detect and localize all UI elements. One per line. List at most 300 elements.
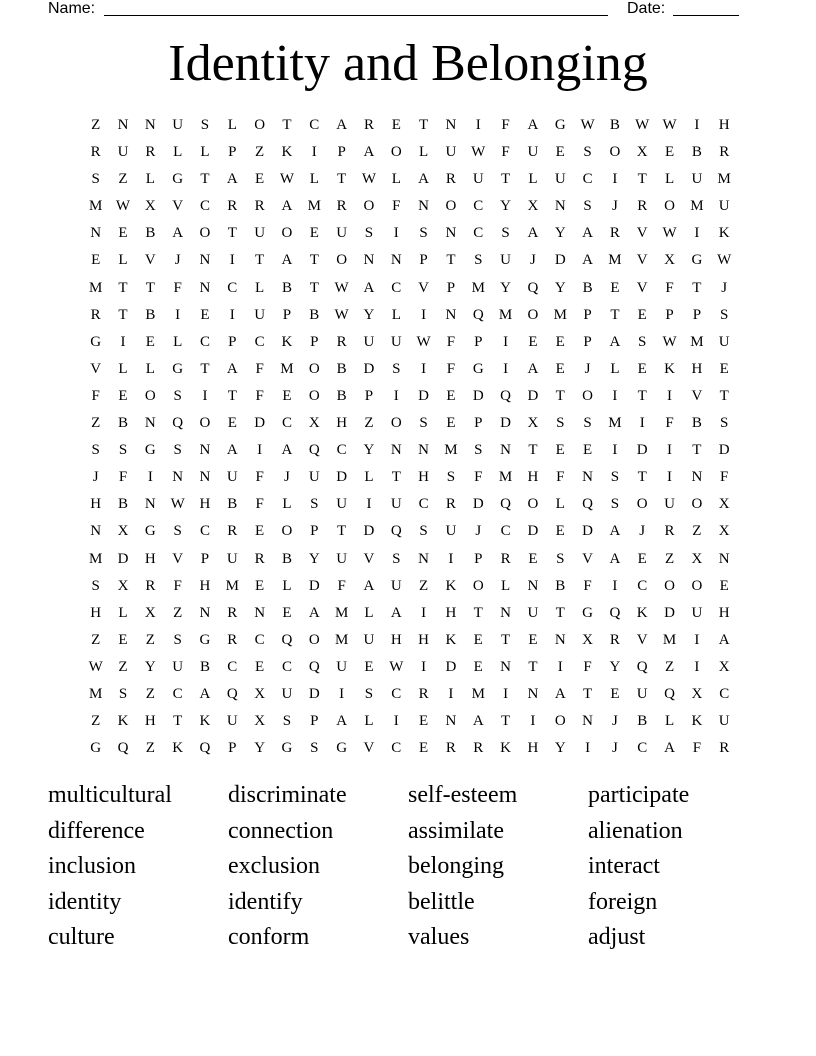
grid-letter: P [419,252,428,269]
grid-letter: T [282,117,292,133]
grid-letter: F [583,658,592,675]
grid-letter: L [282,577,292,594]
grid-letter: J [611,198,618,215]
grid-letter: I [147,469,153,486]
grid-letter: E [719,577,729,594]
grid-letter: O [281,225,293,242]
grid-letter: M [608,415,622,432]
grid-letter: G [90,333,102,350]
grid-letter: I [585,740,591,757]
grid-row [82,573,738,600]
grid-row [82,600,738,627]
grid-letter: N [199,252,211,269]
grid-letter: S [446,469,456,486]
grid-letter: V [636,279,648,296]
grid-row [82,708,738,735]
grid-letter: X [527,415,539,432]
grid-letter: E [555,360,565,377]
grid-letter: N [390,252,402,269]
grid-letter: O [281,523,293,540]
word-bank-item: conform [228,924,310,951]
grid-letter: Q [172,415,184,432]
grid-letter: S [310,496,319,513]
grid-letter: N [199,442,211,459]
grid-row [82,193,738,220]
grid-letter: Y [609,658,621,675]
grid-letter: M [88,685,103,702]
grid-row [82,518,738,545]
grid-letter: A [281,252,293,269]
grid-letter: P [228,144,237,161]
grid-letter: A [363,279,375,296]
grid-letter: N [172,469,184,486]
grid-letter: T [446,252,456,269]
grid-letter: D [336,469,348,486]
grid-letter: F [255,496,264,513]
grid-letter: U [336,225,348,242]
grid-letter: E [446,415,456,432]
grid-letter: P [474,550,483,567]
word-bank-item: self-esteem [408,782,518,808]
grid-letter: S [118,685,128,702]
grid-letter: O [336,252,348,269]
grid-letter: H [718,604,730,621]
grid-letter: C [582,171,593,188]
grid-letter: B [117,415,128,432]
grid-letter: E [446,387,456,404]
grid-letter: S [200,117,210,133]
grid-letter: Q [226,685,238,702]
grid-letter: I [120,333,126,350]
grid-row [82,112,738,139]
grid-letter: S [310,740,319,757]
name-blank [104,15,608,16]
grid-letter: L [118,252,128,269]
grid-letter: I [421,360,427,377]
grid-letter: F [583,577,592,594]
grid-letter: Y [144,658,156,675]
word-bank-item: foreign [588,888,658,915]
grid-letter: H [144,550,156,567]
grid-letter: O [308,631,320,648]
grid-letter: L [200,144,210,161]
grid-letter: I [639,415,645,432]
grid-letter: R [445,740,456,757]
grid-letter: T [255,252,265,269]
grid-letter: C [336,442,347,459]
grid-letter: K [691,713,703,730]
grid-letter: T [227,225,237,242]
word-bank-item: discriminate [228,782,347,808]
grid-letter: M [553,306,567,323]
grid-letter: E [664,144,675,161]
grid-letter: A [308,604,320,621]
grid-letter: Y [554,279,566,296]
grid-letter: W [662,225,677,242]
grid-letter: M [307,198,321,215]
grid-letter: I [202,387,208,404]
grid-letter: C [199,198,210,215]
grid-letter: R [637,198,648,215]
grid-letter: E [118,631,128,648]
grid-letter: T [391,469,401,486]
grid-letter: Q [472,306,484,323]
grid-row [82,546,738,573]
grid-letter: O [691,577,703,594]
grid-letter: C [199,333,210,350]
grid-letter: S [419,523,428,540]
grid-letter: A [527,360,539,377]
grid-letter: C [418,496,429,513]
grid-letter: J [92,469,99,486]
grid-letter: C [500,523,511,540]
grid-letter: R [90,144,101,161]
grid-letter: W [88,658,103,675]
grid-letter: R [145,577,156,594]
word-bank-item: multicultural [48,782,172,808]
grid-letter: B [555,577,566,594]
grid-letter: S [91,442,100,459]
grid-letter: T [473,604,483,621]
grid-letter: T [501,713,511,730]
grid-letter: K [199,713,211,730]
grid-letter: A [226,442,238,459]
grid-letter: R [609,225,620,242]
grid-letter: L [528,171,538,188]
grid-letter: E [528,631,538,648]
grid-letter: T [200,171,210,188]
grid-letter: V [636,252,648,269]
grid-letter: U [500,252,511,269]
grid-letter: Z [118,658,128,675]
grid-letter: N [418,550,430,567]
grid-letter: G [90,740,102,757]
grid-letter: G [144,523,156,540]
grid-letter: K [281,144,293,161]
grid-letter: L [145,360,155,377]
grid-letter: B [145,225,156,242]
grid-letter: Z [145,685,155,702]
grid-letter: B [227,496,238,513]
grid-letter: R [227,523,238,540]
grid-letter: I [694,225,700,242]
grid-letter: F [173,279,182,296]
grid-letter: G [554,117,566,133]
grid-letter: E [118,387,128,404]
grid-letter: T [173,713,183,730]
grid-letter: I [503,685,509,702]
grid-letter: G [172,171,184,188]
grid-letter: A [281,198,293,215]
grid-letter: A [281,442,293,459]
grid-letter: F [665,279,674,296]
word-bank-item: participate [588,782,690,808]
grid-letter: N [500,442,511,459]
grid-letter: H [445,604,457,621]
grid-letter: N [90,225,102,242]
grid-letter: G [582,604,593,621]
grid-letter: X [691,550,703,567]
page-title: Identity and Belonging [168,35,648,92]
grid-letter: X [718,658,730,675]
grid-letter: D [718,442,730,459]
grid-letter: N [199,279,211,296]
grid-letter: V [363,740,375,757]
grid-letter: N [445,117,457,133]
grid-letter: D [527,387,539,404]
grid-letter: I [393,387,399,404]
word-bank-item: culture [48,924,115,951]
grid-letter: O [472,577,484,594]
grid-letter: S [474,442,483,459]
grid-letter: U [254,306,266,323]
grid-letter: R [445,171,456,188]
grid-letter: C [227,279,238,296]
grid-letter: F [720,469,729,486]
grid-letter: I [612,442,618,459]
grid-letter: D [472,387,484,404]
grid-letter: S [474,252,483,269]
grid-letter: I [393,713,399,730]
grid-letter: I [694,658,700,675]
grid-letter: Y [500,279,511,296]
grid-letter: E [255,658,265,675]
grid-letter: D [363,360,375,377]
grid-letter: U [254,225,266,242]
grid-letter: I [421,306,427,323]
grid-letter: N [144,415,156,432]
grid-letter: N [691,469,703,486]
grid-letter: B [336,387,347,404]
grid-letter: Q [390,523,402,540]
grid-letter: G [691,252,703,269]
grid-letter: P [310,713,319,730]
grid-letter: E [118,225,128,242]
grid-letter: T [555,387,565,404]
grid-letter: P [474,333,483,350]
grid-letter: Z [364,415,374,432]
grid-letter: T [501,631,511,648]
grid-letter: H [691,360,703,377]
grid-letter: U [636,685,648,702]
grid-letter: J [611,740,618,757]
grid-letter: O [199,415,211,432]
grid-letter: L [664,171,675,188]
grid-letter: X [636,144,648,161]
grid-letter: W [662,333,677,350]
grid-letter: T [610,306,620,323]
grid-letter: E [555,523,565,540]
grid-letter: P [446,279,456,296]
grid-letter: E [637,360,647,377]
grid-letter: B [117,496,128,513]
grid-letter: T [555,604,565,621]
grid-letter: A [418,171,430,188]
grid-row [82,139,738,166]
grid-letter: H [199,496,211,513]
grid-letter: W [170,496,185,513]
grid-letter: X [691,685,703,702]
grid-letter: T [145,279,155,296]
grid-letter: E [145,333,155,350]
grid-letter: O [554,713,566,730]
grid-letter: T [637,469,647,486]
grid-letter: W [662,117,677,133]
grid-letter: L [419,144,429,161]
grid-letter: E [255,523,265,540]
grid-letter: X [117,577,129,594]
grid-letter: H [199,577,211,594]
grid-letter: X [144,604,156,621]
grid-letter: R [445,496,456,513]
grid-letter: J [529,252,536,269]
grid-letter: F [91,387,100,404]
grid-letter: U [172,117,184,133]
grid-letter: K [445,631,457,648]
grid-letter: M [690,198,704,215]
grid-letter: H [336,415,348,432]
grid-letter: G [281,740,293,757]
grid-letter: S [419,225,428,242]
grid-letter: S [364,225,374,242]
grid-letter: D [445,658,457,675]
grid-letter: L [501,577,511,594]
grid-letter: Y [554,225,566,242]
grid-letter: C [391,279,402,296]
grid-letter: M [498,306,513,323]
grid-letter: O [363,198,375,215]
grid-letter: S [583,198,592,215]
letter-grid [82,112,738,762]
grid-letter: Q [308,442,320,459]
grid-letter: L [255,279,265,296]
grid-letter: A [527,225,539,242]
grid-letter: R [500,550,511,567]
grid-letter: U [554,171,566,188]
grid-letter: E [255,171,265,188]
grid-letter: U [718,333,730,350]
grid-letter: A [226,171,238,188]
grid-letter: S [610,496,620,513]
grid-letter: L [173,144,183,161]
grid-letter: Q [500,387,511,404]
date-blank [673,15,739,16]
grid-letter: E [419,713,429,730]
grid-letter: Q [527,279,539,296]
grid-letter: E [555,144,565,161]
grid-letter: F [255,387,264,404]
grid-letter: V [582,550,593,567]
grid-letter: R [254,550,265,567]
grid-letter: I [557,658,563,675]
grid-letter: T [637,171,647,188]
grid-letter: L [173,333,183,350]
grid-letter: K [500,740,511,757]
grid-letter: N [527,577,539,594]
grid-letter: V [172,198,184,215]
grid-letter: I [530,713,536,730]
grid-letter: O [144,387,156,404]
grid-letter: S [282,713,292,730]
grid-letter: R [664,523,675,540]
grid-letter: R [227,631,238,648]
grid-letter: I [612,387,618,404]
grid-letter: U [664,496,675,513]
grid-letter: E [719,360,729,377]
grid-letter: O [527,496,539,513]
grid-row [82,410,738,437]
grid-letter: L [282,496,292,513]
grid-letter: F [501,144,510,161]
grid-letter: O [527,306,539,323]
grid-letter: Q [636,658,648,675]
grid-letter: C [391,740,402,757]
grid-letter: C [309,117,320,133]
grid-letter: R [90,306,101,323]
grid-letter: A [363,577,375,594]
grid-letter: D [582,523,593,540]
grid-letter: P [228,740,237,757]
grid-letter: B [691,415,702,432]
grid-letter: L [391,171,401,188]
grid-letter: P [200,550,210,567]
grid-letter: M [88,198,103,215]
grid-letter: U [172,658,184,675]
word-bank-item: assimilate [408,817,504,844]
grid-letter: U [363,631,375,648]
grid-letter: F [337,577,346,594]
grid-letter: I [421,658,427,675]
grid-letter: V [172,550,184,567]
grid-letter: Y [554,740,566,757]
grid-letter: D [527,523,539,540]
grid-letter: I [175,306,181,323]
grid-letter: J [584,360,591,377]
grid-letter: N [554,631,566,648]
grid-letter: Z [664,550,675,567]
grid-letter: Q [500,496,511,513]
grid-letter: S [583,415,592,432]
grid-letter: A [609,523,621,540]
grid-letter: E [364,658,374,675]
grid-letter: O [664,198,675,215]
grid-letter: Z [664,658,675,675]
grid-letter: T [582,685,593,702]
grid-letter: N [390,442,402,459]
grid-row [82,654,738,681]
grid-letter: H [527,740,539,757]
grid-letter: Y [254,740,266,757]
grid-letter: P [337,144,346,161]
grid-letter: F [446,360,456,377]
grid-letter: U [691,171,703,188]
grid-letter: V [636,631,648,648]
grid-letter: L [227,117,237,133]
word-bank-item: identity [48,888,122,915]
grid-letter: T [528,442,538,459]
grid-letter: E [637,306,647,323]
grid-letter: I [694,117,700,133]
grid-letter: S [583,144,592,161]
grid-letter: W [279,171,295,188]
grid-row [82,681,738,708]
grid-letter: X [664,252,675,269]
grid-letter: C [227,658,238,675]
grid-letter: I [339,685,345,702]
grid-letter: V [363,550,375,567]
grid-letter: U [527,604,539,621]
grid-letter: N [718,550,730,567]
